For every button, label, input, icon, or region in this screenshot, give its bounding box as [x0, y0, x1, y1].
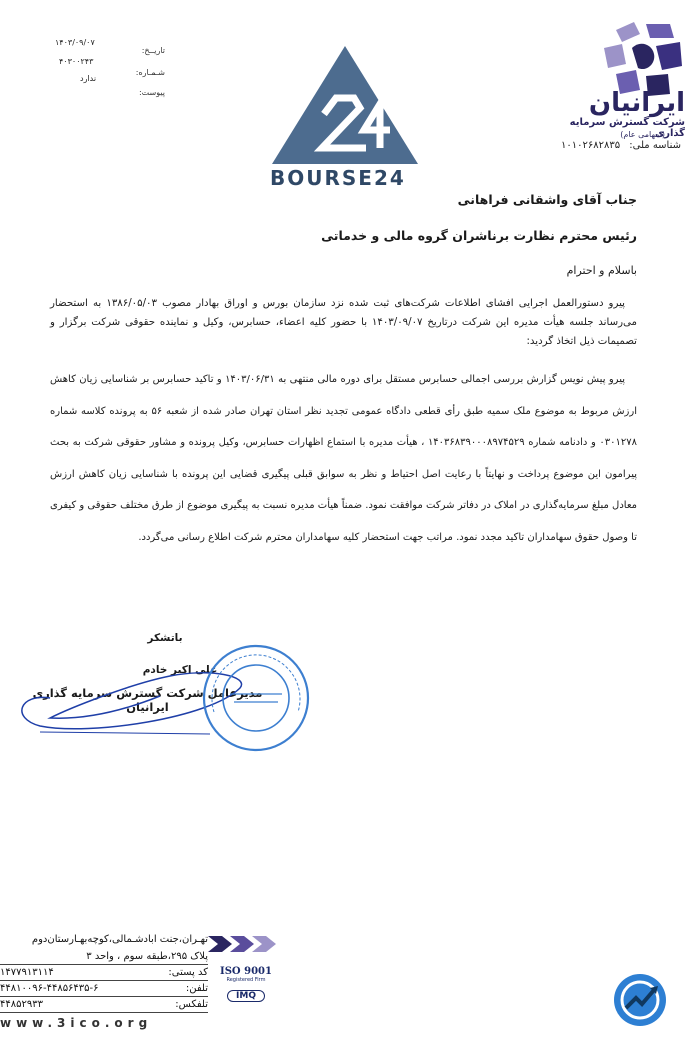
- fax-label: تلفکس:: [175, 999, 208, 1010]
- footer-address: [0, 934, 208, 1030]
- address-line-2: پلاک ۲۹۵،طبقه سوم ، واحد ۳: [0, 951, 208, 965]
- phone-number: ۴۴۸۱۰۰۹۶-۴۴۸۵۶۴۳۵-۶: [0, 983, 99, 994]
- date-value: ۱۴۰۳/۰۹/۰۷: [55, 38, 95, 47]
- bourse24-mark-icon: [268, 44, 423, 166]
- company-subtitle: شرکت گسترش سرمایه گذاری: [569, 117, 685, 139]
- greeting: باسلام و احترام: [566, 264, 637, 277]
- fax-row: [0, 997, 208, 1013]
- company-type: (سهامی عام): [620, 130, 665, 139]
- phone-label: تلفن:: [185, 983, 208, 994]
- iso-label: ISO 9001: [220, 966, 272, 977]
- recipient-title: رئیس محترم نظارت برناشران گروه مالی و خدماتی: [321, 228, 637, 243]
- number-value: ۴۰۳۰۰۲۴۳: [59, 57, 94, 66]
- attachment-value: ندارد: [80, 74, 97, 83]
- iso-cert: IMQ: [227, 990, 265, 1002]
- phone-row: [0, 981, 208, 997]
- letter-meta: [55, 38, 165, 98]
- national-id-value: ۱۰۱۰۲۶۸۲۸۳۵: [560, 140, 621, 151]
- national-id-label: شناسه ملی:: [629, 140, 681, 151]
- attachment-label: پیوست:: [138, 88, 165, 97]
- intro-paragraph: پیرو دستورالعمل اجرایی افشای اطلاعات شرکت‌های ثبت شده نزد سازمان بورس و اوراق بهادار مصوب ۱۳۸۶/۰۵/۰۳ به استحضار می‌رساند جلسه هیأت مدیره این شرکت درتاریخ ۱۴۰۳/۰۹/۰۷ با حضور کلیه اعضاء، حسابرس، وکیل و نماینده حقوقی شرکت برگزار و تصمیمات ذیل اتخاذ گردید:: [50, 298, 637, 347]
- postal-label: کد پستی:: [168, 967, 208, 978]
- company-stamp-icon: [200, 642, 312, 754]
- national-id: [561, 140, 681, 151]
- iso-sub: Registered Firm: [226, 977, 266, 983]
- postal-row: [0, 965, 208, 981]
- website: www.3ico.org: [0, 1016, 153, 1030]
- body-paragraph: پیرو پیش نویس گزارش بررسی اجمالی حسابرس مستقل برای دوره مالی منتهی به ۱۴۰۳/۰۶/۳۱ و تاکید حسابرس بر شناسایی زیان کاهش ارزش مربوط به موضوع ملک سمیه طبق رأی قطعی دادگاه عمومی تجدید نظر استان تهران صادر شده از شعبه ۵۶ به پرونده کلاسه شماره ۰۳۰۱۲۷۸ و دادنامه شماره ۱۴۰۳۶۸۳۹۰۰۰۸۹۷۴۵۲۹ ، هیأت مدیره با استماع اظهارات حسابرس، وکیل پرونده و مشاور حقوقی شرکت به بحث پیرامون این موضوع پرداخت و نهایتاً با رعایت اصل احتیاط و نظر به سوابق قبلی پیگیری قضایی این پرونده با شناسایی زیان کاهش ارزش معادل مبلغ سرمایه‌گذاری در املاک در دفاتر شرکت موافقت نمود. ضمناً هیأت مدیره نسبت به پیگیری موضوع از طرق مختلف حقوقی و کیفری تا وصول حقوق سهامداران تاکید مجدد نمود. مراتب جهت استحضار کلیه سهامداران محترم شرکت اطلاع رسانی می‌گردد.: [50, 374, 637, 543]
- footer-arrows-icon: [208, 934, 280, 954]
- bourse-circle-logo-icon: [612, 972, 668, 1028]
- closing: باتشکر: [147, 632, 183, 644]
- postal-code: ۱۴۷۷۹۱۳۱۱۴: [0, 967, 54, 978]
- date-label: تاریــخ:: [141, 46, 165, 55]
- number-label: شـمـاره:: [135, 68, 165, 77]
- bourse24-logo: [268, 44, 423, 194]
- company-emblem-icon: [596, 20, 686, 98]
- signer-name: علی اکبر خادم: [142, 664, 218, 676]
- company-name: ایرانیان: [588, 88, 685, 118]
- company-logo: [560, 20, 685, 155]
- fax-number: ۴۴۸۵۲۹۳۳: [0, 999, 43, 1010]
- address-line-1: تهـران،جنت آبادشـمالی،کوچه‌بهـارستان‌دوم: [31, 934, 208, 945]
- recipient-name: جناب آقای واشقانی فراهانی: [457, 192, 637, 207]
- brand-name: BOURSE24: [270, 166, 406, 190]
- iso-badge: [206, 966, 286, 1006]
- signer-position: مدیرعامل شرکت گسترش سرمایه گذاری ایرانیان: [32, 686, 263, 714]
